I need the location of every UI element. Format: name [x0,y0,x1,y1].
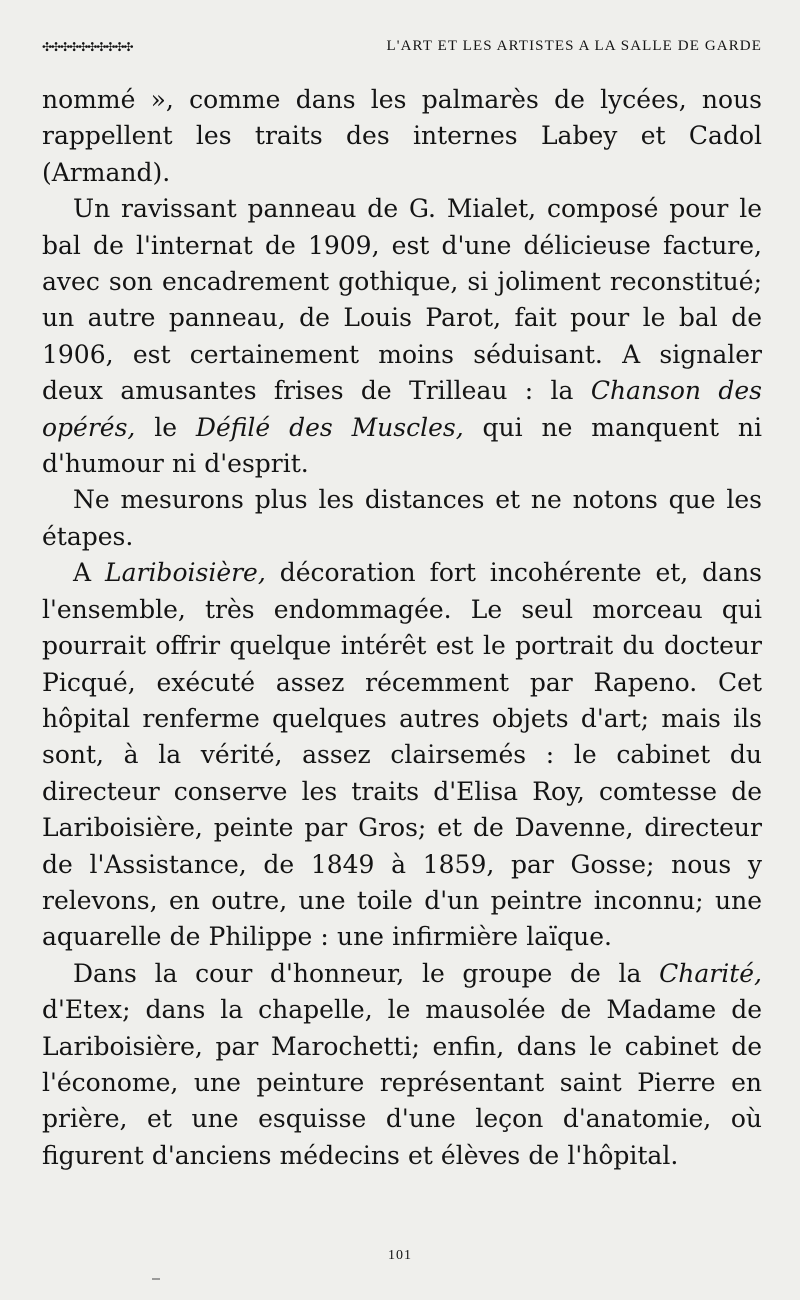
article-body [42,82,762,1174]
paragraph-3-segment-1: Ne mesurons plus les distances et ne notons que les étapes. [42,485,762,551]
paragraph-5-segment-2-italic-artwork: Charité, [659,958,762,988]
paragraph-4 [42,555,762,955]
running-title: L'ART ET LES ARTISTES A LA SALLE DE GARDE [386,37,762,54]
paragraph-5-segment-3: d'Etex; dans la chapelle, le mausolée de Madame de Lariboisière, par Marochetti; enfin, dans le cabinet de l'économe, une peinture représentant saint Pierre en prière, et une esquisse d'une leçon d'anatomie, où figurent d'anciens médecins et élèves de l'hôpital. [42,995,762,1170]
printing-mark [152,1278,160,1280]
paragraph-5-segment-1: Dans la cour d'honneur, le groupe de la [73,958,660,988]
paragraph-2-segment-5: qui ne manquent ni d'humour ni d'esprit. [42,412,762,479]
paragraph-2-segment-2-italic-title: Chanson des opérés, [42,376,762,442]
header-ornament: ✣✣✣✣✣✣✣✣✣✣ [42,40,133,54]
paragraph-4-segment-2-italic-place: Lariboisière, [104,558,266,588]
paragraph-1 [42,82,762,191]
running-header [42,32,762,60]
paragraph-2-segment-1: Un ravissant panneau de G. Mialet, composé pour le bal de l'internat de 1909, est d'une délicieuse facture, avec son encadrement gothique, si joliment reconstitué; un autre panneau, de Louis Parot, fait pour le bal de 1906, est certainement moins séduisant. A signaler deux amusantes frises de Trilleau : la [42,194,762,406]
paragraph-2-segment-3: le [135,412,196,442]
paragraph-5 [42,956,762,1174]
page-number: 101 [388,1248,412,1263]
paragraph-4-segment-3: décoration fort incohérente et, dans l'ensemble, très endommagée. Le seul morceau qui pourrait offrir quelque intérêt est le portrait du docteur Picqué, exécuté assez récemment par Rapeno. Cet hôpital renferme quelques autres objets d'art; mais ils sont, à la vérité, assez clairsemés : le cabinet du directeur conserve les traits d'Elisa Roy, comtesse de Lariboisière, peinte par Gros; et de Davenne, directeur de l'Assistance, de 1849 à 1859, par Gosse; nous y relevons, en outre, une toile d'un peintre inconnu; une aquarelle de Philippe : une infirmière laïque. [42,558,763,952]
paragraph-2-segment-4-italic-title: Défilé des Muscles, [195,412,464,442]
paragraph-4-segment-1: A [73,558,105,588]
paragraph-1-segment-1: nommé », comme dans les palmarès de lycées, nous rappellent les traits des internes Labey et Cadol (Armand). [42,85,762,187]
paragraph-3 [42,482,762,555]
paragraph-2 [42,191,762,482]
